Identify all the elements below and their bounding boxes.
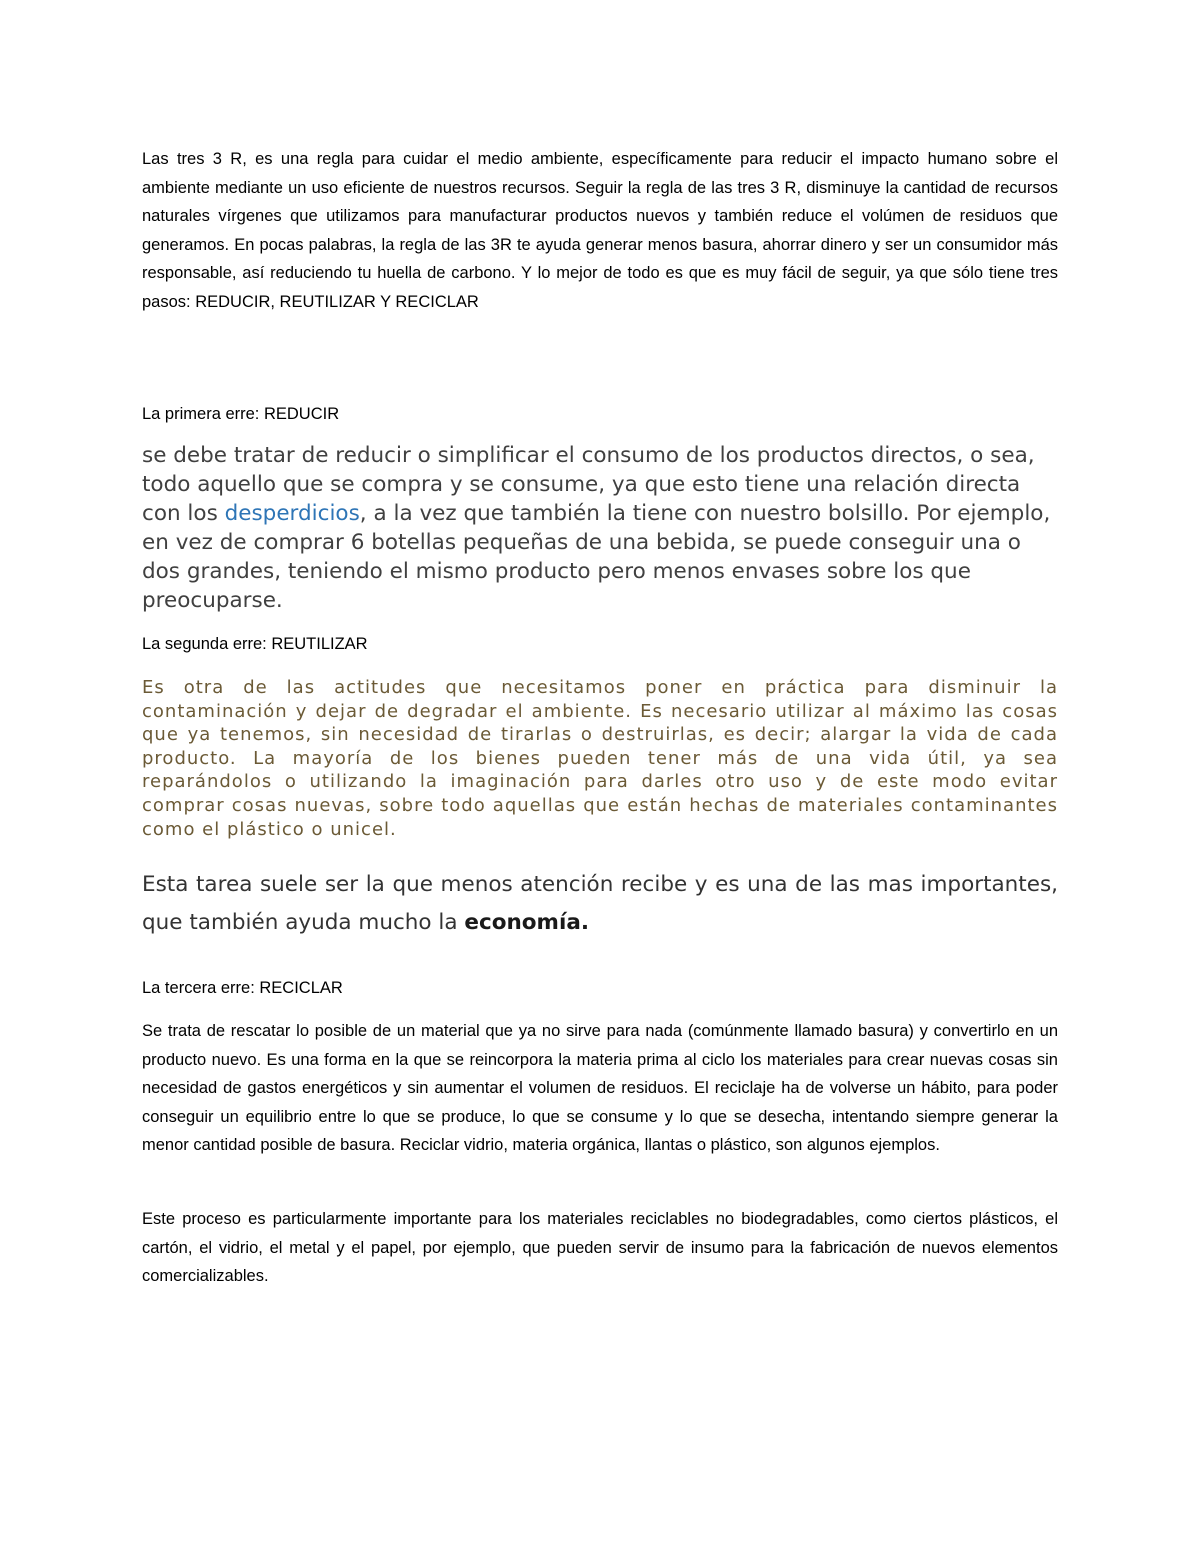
reciclar-paragraph-1: Se trata de rescatar lo posible de un material que ya no sirve para nada (comúnmente llamado basura) y convertirlo en un producto nuevo. Es una forma en la que se reincorpora la materia prima al ciclo los materiales para crear nuevas cosas sin necesidad de gastos energéticos y sin aumentar el volumen de residuos. El reciclaje ha de volverse un hábito, para poder conseguir un equilibrio entre lo que se produce, lo que se consume y lo que se desecha, intentando siempre generar la menor cantidad posible de basura. Reciclar vidrio, materia orgánica, llantas o plástico, son algunos ejemplos. (142, 1022, 1058, 1154)
reciclar-paragraph-2: Este proceso es particularmente importante para los materiales reciclables no biodegradables, como ciertos plásticos, el cartón, el vidrio, el metal y el papel, por ejemplo, que pueden servir de insumo para la fabricación de nuevos elementos comercializables. (142, 1210, 1058, 1285)
reutilizar-paragraph: Es otra de las actitudes que necesitamos poner en práctica para disminuir la contaminación y dejar de degradar el ambiente. Es necesario utilizar al máximo las cosas que ya tenemos, sin necesidad de tirarlas o destruirlas, es decir; alargar la vida de cada producto. La mayoría de los bienes pueden tener más de una vida útil, ya sea reparándolos o utilizando la imaginación para darles otro uso y de este modo evitar comprar cosas nuevas, sobre todo aquellas que están hechas de materiales contaminantes como el plástico o unicel. (142, 677, 1058, 840)
reducir-text-end: , a la vez que también la tiene con nuestro bolsillo. Por ejemplo, en vez de comprar 6 botellas pequeñas de una bebida, se puede conseguir una o dos grandes, teniendo el mismo producto pero menos envases sobre los que preocuparse. (142, 501, 1051, 613)
reducir-paragraph (142, 441, 1058, 615)
reducir-text-start: se debe tratar de reducir o simplificar el consumo de los productos directos, o sea, todo aquello que se compra y se consume, ya que esto tiene una relación directa con los (142, 443, 1035, 526)
intro-text: Las tres 3 R, es una regla para cuidar el medio ambiente, específicamente para reducir el impacto humano sobre el ambiente mediante un uso eficiente de nuestros recursos. Seguir la regla de las tres 3 R, disminuye la cantidad de recursos naturales vírgenes que utilizamos para manufacturar productos nuevos y también reduce el volúmen de residuos que generamos. En pocas palabras, la regla de las 3R te ayuda generar menos basura, ahorrar dinero y ser un consumidor más responsable, así reduciendo tu huella de carbono. Y lo mejor de todo es que es muy fácil de seguir, ya que sólo tiene tres pasos: (142, 150, 1058, 311)
desperdicios-link[interactable]: desperdicios (224, 501, 360, 526)
economia-bold-text: economía. (464, 910, 589, 935)
heading-reducir: La primera erre: REDUCIR (142, 405, 340, 423)
reutilizar-extra-paragraph (142, 866, 1058, 942)
intro-paragraph (142, 145, 1058, 316)
intro-steps: REDUCIR, REUTILIZAR Y RECICLAR (195, 292, 479, 311)
heading-reciclar: La tercera erre: RECICLAR (142, 979, 343, 997)
heading-reutilizar: La segunda erre: REUTILIZAR (142, 635, 368, 653)
reutilizar-extra-text: Esta tarea suele ser la que menos atención recibe y es una de las mas importantes, que también ayuda mucho la (142, 872, 1058, 935)
